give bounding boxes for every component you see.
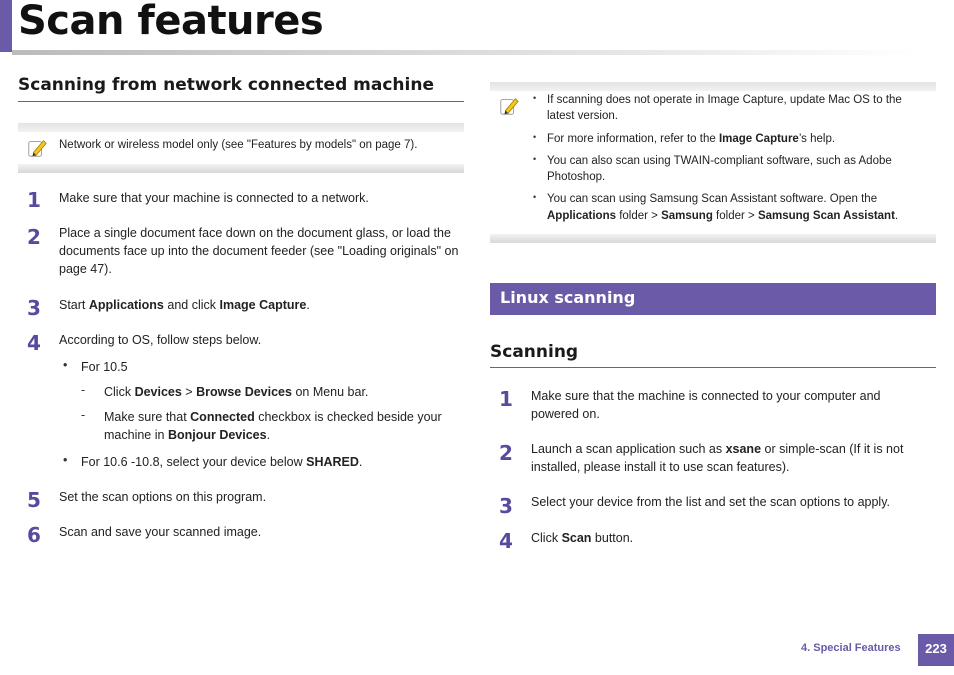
step-number: 3 (499, 494, 513, 518)
bold-term: Applications (88, 298, 164, 312)
dash-marker: - (81, 383, 86, 397)
note-text: Network or wireless model only (see "Features by models" on page 7). (59, 139, 418, 151)
step-text: According to OS, follow steps below. (59, 333, 262, 347)
bullet-marker: • (63, 453, 68, 467)
section-heading-network: Scanning from network connected machine (18, 75, 434, 95)
page-number: 223 (918, 634, 954, 666)
step-text-line: documents face up into the document feeder (see "Loading originals" on (59, 244, 459, 258)
step-number: 2 (499, 441, 513, 465)
subsection-heading-scanning: Scanning (490, 342, 579, 362)
step-number: 1 (499, 387, 513, 411)
bullet-marker: • (533, 192, 537, 202)
step-text-line: Make sure that the machine is connected to your computer and (531, 389, 881, 403)
step-number: 4 (499, 529, 513, 553)
dash-marker: - (81, 408, 86, 422)
bullet-marker: • (533, 154, 537, 164)
step-text-line: page 47). (59, 262, 112, 276)
note-box-network (18, 123, 464, 173)
step-number: 6 (27, 523, 41, 547)
tip-text-line2: latest version. (547, 110, 618, 122)
section-banner-linux (490, 283, 936, 315)
banner-title: Linux scanning (500, 288, 636, 307)
bullet-marker: • (533, 132, 537, 142)
sub-dash-text-line2: machine in Bonjour Devices. (104, 428, 271, 442)
note-top-bar (490, 82, 936, 91)
note-top-bar (18, 123, 464, 132)
note-bottom-bar (18, 164, 464, 173)
sub-bullet-text: For 10.6 -10.8, select your device below SHARED. (81, 455, 363, 469)
subsection-heading-rule (490, 367, 936, 368)
tip-text-line2: Photoshop. (547, 171, 606, 183)
tip-text: For more information, refer to the Image Capture’s help. (547, 133, 836, 145)
note-pencil-icon (498, 95, 520, 117)
tip-text: You can scan using Samsung Scan Assistant software. Open the (547, 193, 878, 205)
sub-dash-text: Click Devices > Browse Devices on Menu bar. (104, 385, 369, 399)
note-pencil-icon (26, 137, 48, 159)
footer-section-label: 4. Special Features (801, 642, 901, 654)
step-text: Select your device from the list and set the scan options to apply. (531, 495, 890, 509)
step-text: Click Scan button. (531, 531, 634, 545)
step-text: Make sure that your machine is connected to a network. (59, 191, 369, 205)
step-text: Start Applications and click Image Capture. (59, 298, 310, 312)
bold-term: Image Capture (219, 298, 307, 312)
step-number: 2 (27, 225, 41, 249)
step-number: 3 (27, 296, 41, 320)
tip-text: If scanning does not operate in Image Capture, update Mac OS to the (547, 94, 902, 106)
step-text: Scan and save your scanned image. (59, 525, 262, 539)
page-title: Scan features (18, 0, 324, 44)
step-text-line: powered on. (531, 407, 600, 421)
step-number: 4 (27, 331, 41, 355)
bullet-marker: • (533, 93, 537, 103)
step-number: 5 (27, 488, 41, 512)
tip-text: You can also scan using TWAIN-compliant software, such as Adobe (547, 155, 892, 167)
step-text-line: installed, please install it to use scan features). (531, 460, 790, 474)
step-text-line: Place a single document face down on the document glass, or load the (59, 226, 451, 240)
bullet-marker: • (63, 358, 68, 372)
step-text-line: Launch a scan application such as xsane or simple-scan (If it is not (531, 442, 904, 456)
tip-text-line2: Applications folder > Samsung folder > Samsung Scan Assistant. (547, 210, 899, 222)
step-text: Set the scan options on this program. (59, 490, 267, 504)
sub-bullet-text: For 10.5 (81, 360, 128, 374)
step-number: 1 (27, 188, 41, 212)
sub-dash-text: Make sure that Connected checkbox is checked beside your (104, 410, 442, 424)
title-divider (12, 50, 917, 55)
section-heading-rule (18, 101, 464, 102)
note-bottom-bar (490, 234, 936, 243)
title-accent-bar (0, 0, 12, 52)
